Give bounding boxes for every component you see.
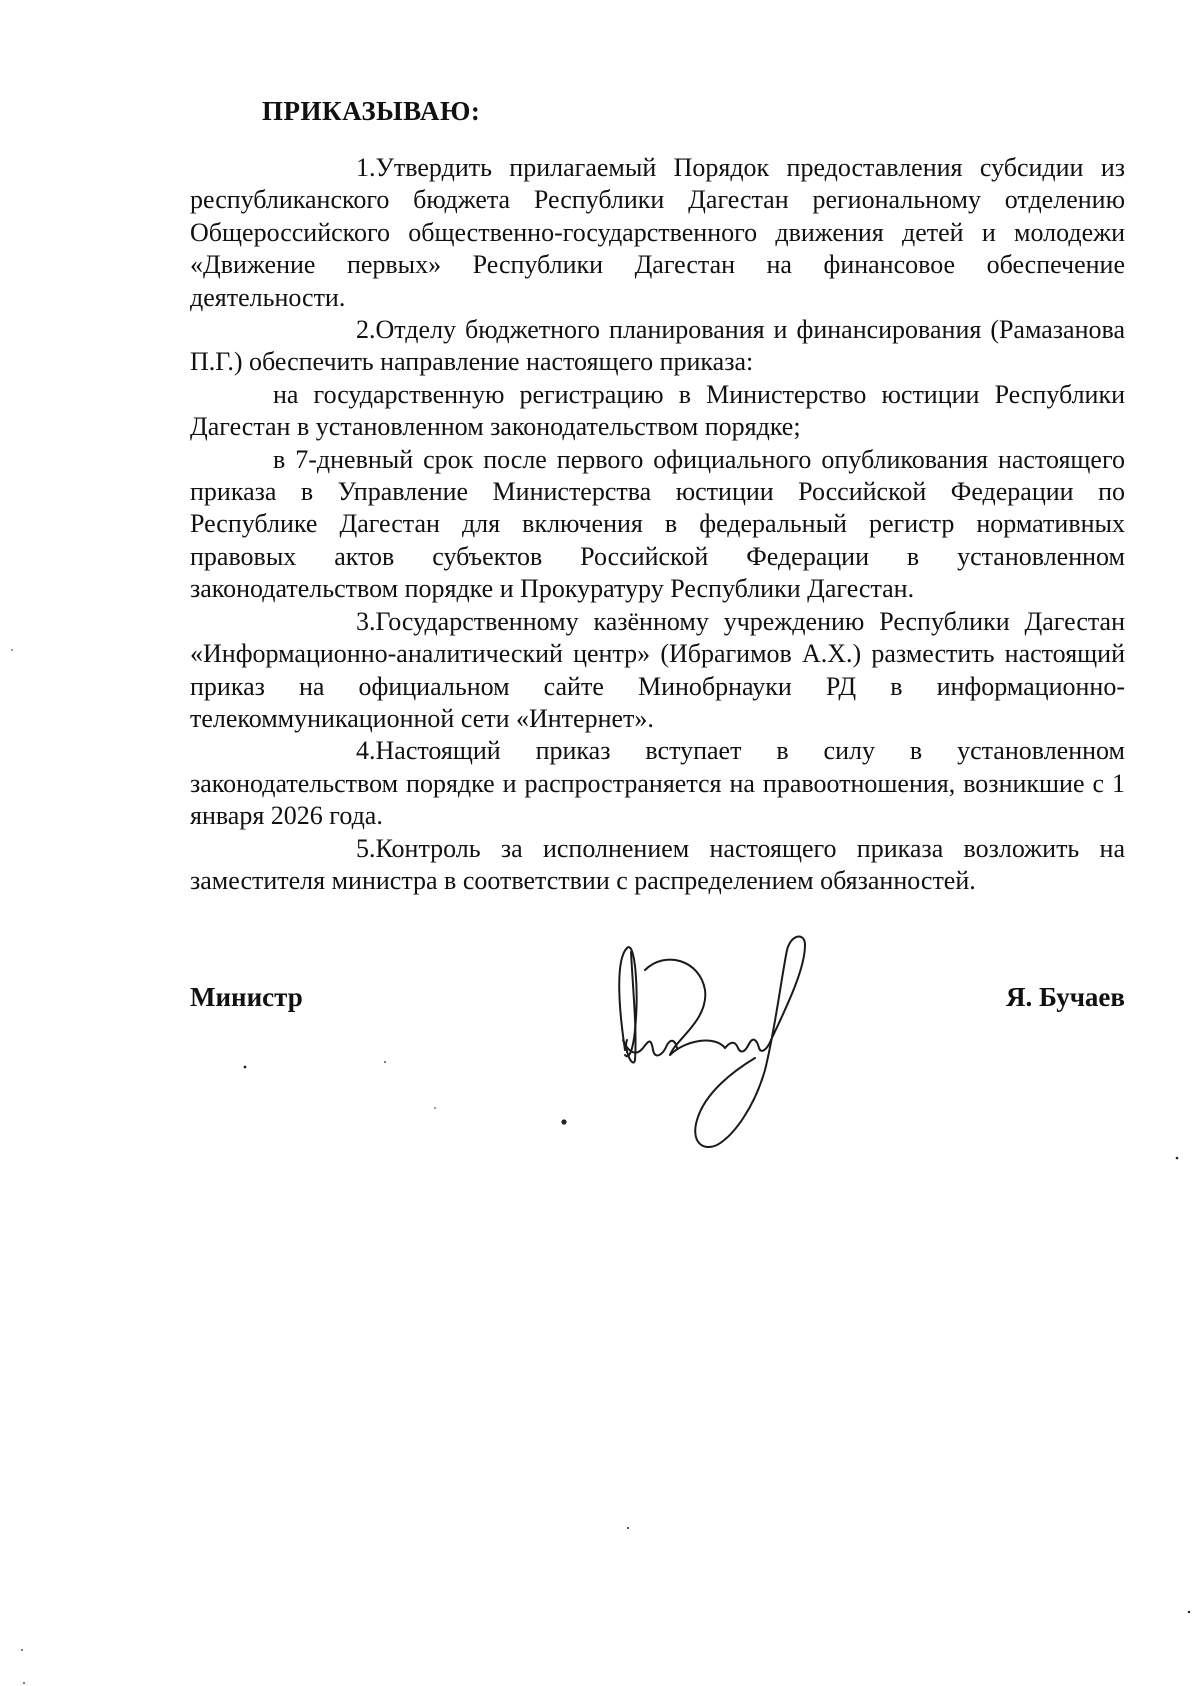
order-subitem-7day — [190, 444, 1125, 606]
item-text: Контроль за исполнением настоящего приказа возложить на заместителя министра в соответствии с распределением обязанностей. — [190, 833, 1125, 895]
item-number: 2. — [356, 315, 376, 345]
order-heading: ПРИКАЗЫВАЮ: — [262, 96, 481, 126]
item-number: 3. — [356, 606, 376, 636]
signatory-title: Министр — [190, 982, 303, 1012]
order-item-1 — [190, 152, 1125, 314]
item-number: 5. — [356, 833, 376, 863]
item-text: Государственному казённому учреждению Республики Дагестан «Информационно-аналитический центр» (Ибрагимов А.Х.) разместить настоящий приказ на официальном сайте Минобрнауки РД в информационно-телекоммуникационной сети «Интернет». — [190, 606, 1125, 733]
order-item-5 — [190, 833, 1125, 898]
item-text: на государственную регистрацию в Министерство юстиции Республики Дагестан в установленном законодательством порядке; — [190, 379, 1125, 442]
order-item-4 — [190, 735, 1125, 832]
order-item-2 — [190, 314, 1125, 379]
signatory-name: Я. Бучаев — [1006, 982, 1125, 1012]
item-text: Настоящий приказ вступает в силу в установленном законодательством порядке и распространяется на правоотношения, возникшие с 1 января 2026 года. — [190, 736, 1125, 831]
item-number: 1. — [356, 153, 376, 182]
item-number: 4. — [356, 736, 376, 766]
item-text: в 7-дневный срок после первого официального опубликования настоящего приказа в Управление Министерства юстиции Российской Федерации по Республике Дагестан для включения в федеральный регистр нормативных правовых актов субъектов Российской Федерации в установленном законодательством порядке и Прокуратуру Республики Дагестан. — [190, 444, 1125, 604]
order-body — [190, 152, 1125, 897]
item-text: Утвердить прилагаемый Порядок предоставления субсидии из республиканского бюджета Республики Дагестан региональному отделению Общероссийского общественно-государственного движения детей и молодежи «Движение первых» Республики Дагестан на финансовое обеспечение деятельности. — [190, 153, 1125, 312]
order-item-3 — [190, 606, 1125, 736]
item-text: Отделу бюджетного планирования и финансирования (Рамазанова П.Г.) обеспечить направление настоящего приказа: — [190, 315, 1125, 377]
handwritten-signature — [605, 930, 845, 1160]
order-subitem-registration — [190, 379, 1125, 444]
